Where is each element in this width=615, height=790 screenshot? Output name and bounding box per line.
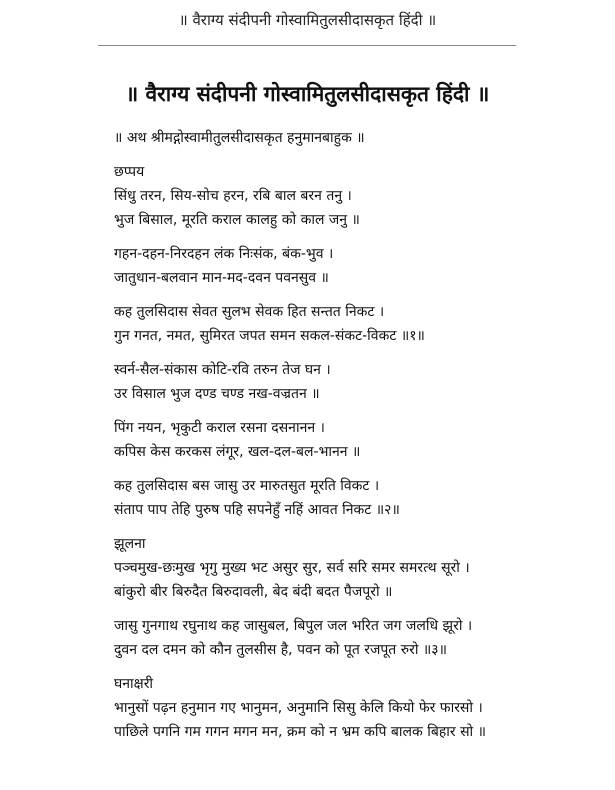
verse-line: भुज बिसाल, मूरति कराल कालहु को काल जनु ॥ [114, 212, 360, 228]
running-header: ॥ वैराग्य संदीपनी गोस्वामितुलसीदासकृत हिंदी ॥ [178, 11, 437, 29]
section-ghanakshari [114, 672, 594, 744]
stanza [114, 242, 594, 290]
header-divider [98, 45, 516, 46]
stanza [114, 300, 594, 348]
verse-line: कह तुलसिदास बस जासु उर मारुतसुत मूरति विकट । [114, 478, 380, 494]
stanza [114, 614, 594, 662]
stanza [114, 556, 594, 604]
verse-line: उर विसाल भुज दण्ड चण्ड नख-वज्रतन ॥ [114, 386, 320, 402]
verse-line: गहन-दहन-निरदहन लंक निःसंक, बंक-भुव । [114, 246, 334, 262]
meter-heading: छप्पय [114, 164, 145, 180]
section-chhappay [114, 160, 594, 522]
verse-line: पिंग नयन, भृकुटी कराल रसना दसनानन । [114, 420, 325, 436]
subtitle: ॥ अथ श्रीमद्गोस्वामीतुलसीदासकृत हनुमानबाहुक ॥ [114, 130, 365, 146]
verse-line: बांकुरो बीर बिरुदैत बिरुदावली, बेद बंदी बदत पैजपूरो ॥ [114, 584, 393, 600]
verse-line: भानुसों पढ़न हनुमान गए भानुमन, अनुमानि सिसु केलि कियो फेर फारसो । [114, 700, 483, 716]
document-body [114, 126, 594, 754]
stanza [114, 184, 594, 232]
verse-line: कपिस केस करकस लंगूर, खल-दल-बल-भानन ॥ [114, 444, 361, 460]
section-jhulna [114, 532, 594, 662]
meter-heading: झूलना [114, 536, 146, 552]
page-title: ॥ वैराग्य संदीपनी गोस्वामितुलसीदासकृत हिंदी ॥ [125, 82, 490, 106]
verse-line: दुवन दल दमन को कौन तुलसीस है, पवन को पूत रजपूत रुरो ॥३॥ [114, 642, 447, 658]
verse-line: सिंधु तरन, सिय-सोच हरन, रबि बाल बरन तनु । [114, 188, 352, 204]
verse-line: पाछिले पगनि गम गगन मगन मन, क्रम को न भ्रम कपि बालक बिहार सो ॥ [114, 724, 487, 740]
stanza [114, 416, 594, 464]
meter-heading: घनाक्षरी [114, 676, 154, 692]
stanza [114, 474, 594, 522]
stanza [114, 696, 594, 744]
verse-line: स्वर्न-सैल-संकास कोटि-रवि तरुन तेज घन । [114, 362, 331, 378]
verse-line: गुन गनत, नमत, सुमिरत जपत समन सकल-संकट-विकट ॥१॥ [114, 328, 425, 344]
verse-line: कह तुलसिदास सेवत सुलभ सेवक हित सन्तत निकट । [114, 304, 385, 320]
verse-line: पञ्चमुख-छःमुख भृगु मुख्य भट असुर सुर, सर्व सरि समर समरत्थ सूरो । [114, 560, 470, 576]
verse-line: संताप पाप तेहि पुरुष पहि सपनेहुँ नहिं आवत निकट ॥२॥ [114, 502, 400, 518]
verse-line: जासु गुनगाथ रघुनाथ कह जासुबल, बिपुल जल भरित जग जलधि झूरो । [114, 618, 473, 634]
verse-line: जातुधान-बलवान मान-मद-दवन पवनसुव ॥ [114, 270, 329, 286]
stanza [114, 358, 594, 406]
